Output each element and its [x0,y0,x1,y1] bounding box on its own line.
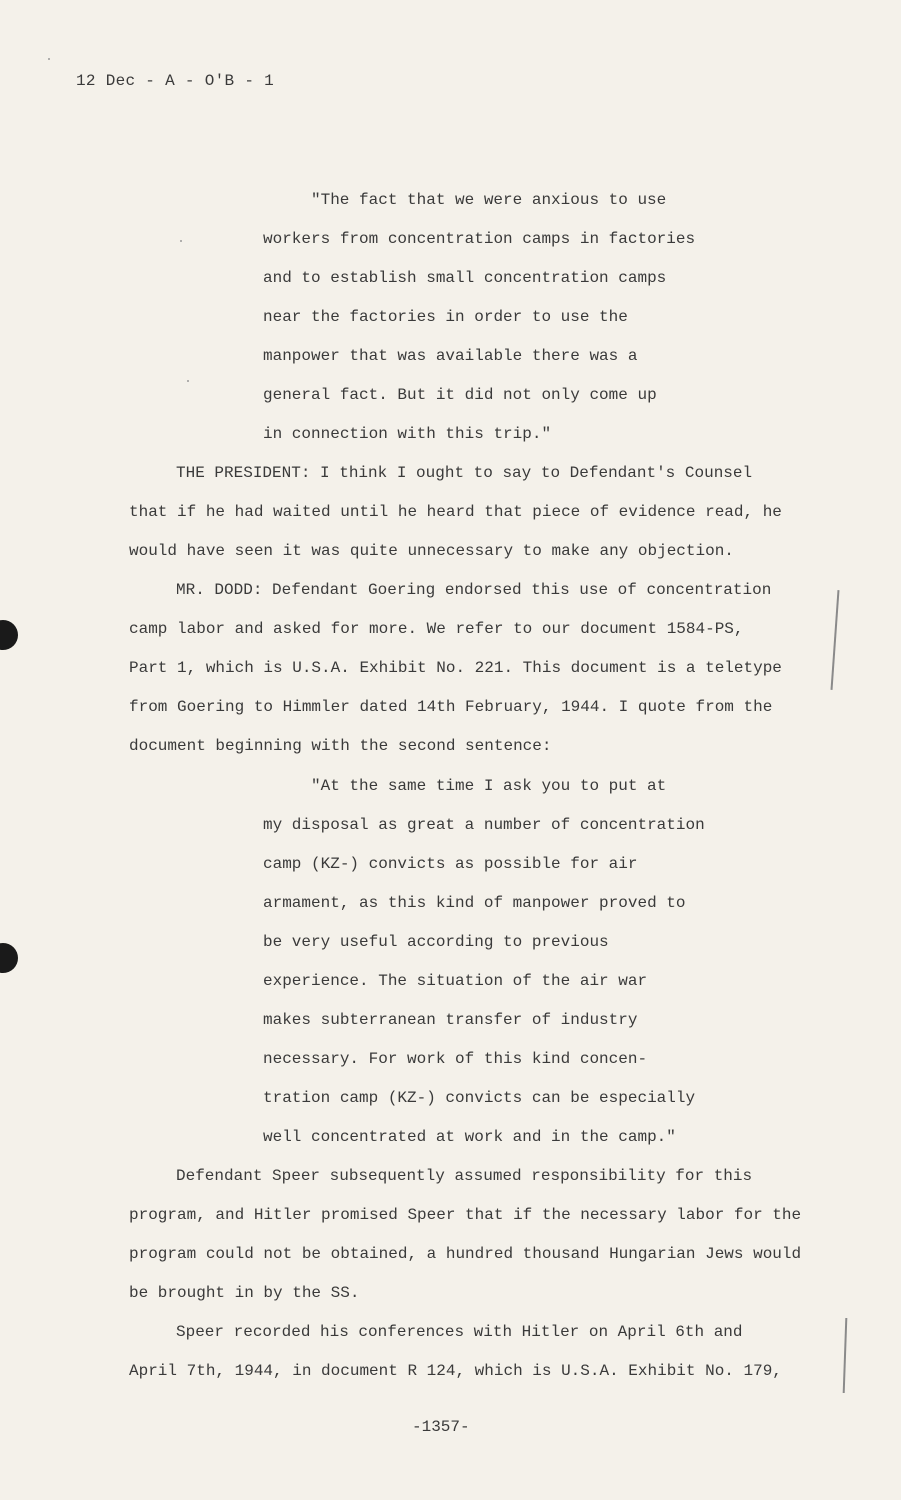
text-line: MR. DODD: Defendant Goering endorsed this use of concentration [176,581,772,599]
text-line: in connection with this trip." [263,425,552,443]
text-line: experience. The situation of the air war [263,972,648,990]
text-line: armament, as this kind of manpower proved to [263,894,686,912]
text-line: "At the same time I ask you to put at [311,777,667,795]
text-line: from Goering to Himmler dated 14th February, 1944. I quote from the [129,698,773,716]
speck [187,380,189,382]
margin-mark [831,590,840,690]
document-reference: 12 Dec - A - O'B - 1 [76,72,275,90]
text-line: program, and Hitler promised Speer that if the necessary labor for the [129,1206,802,1224]
text-line: be brought in by the SS. [129,1284,360,1302]
text-line: Part 1, which is U.S.A. Exhibit No. 221. This document is a teletype [129,659,782,677]
text-line: general fact. But it did not only come up [263,386,657,404]
text-line: tration camp (KZ-) convicts can be especially [263,1089,696,1107]
text-line: would have seen it was quite unnecessary to make any objection. [129,542,734,560]
text-line: Defendant Speer subsequently assumed responsibility for this [176,1167,753,1185]
text-line: Speer recorded his conferences with Hitler on April 6th and [176,1323,743,1341]
text-line: be very useful according to previous [263,933,609,951]
text-line: "The fact that we were anxious to use [311,191,667,209]
text-line: document beginning with the second sentence: [129,737,552,755]
text-line: camp labor and asked for more. We refer to our document 1584-PS, [129,620,744,638]
punch-hole [0,943,18,973]
page-number: -1357- [412,1418,470,1436]
text-line: near the factories in order to use the [263,308,628,326]
text-line: April 7th, 1944, in document R 124, which is U.S.A. Exhibit No. 179, [129,1362,782,1380]
text-line: THE PRESIDENT: I think I ought to say to Defendant's Counsel [176,464,753,482]
text-line: program could not be obtained, a hundred thousand Hungarian Jews would [129,1245,802,1263]
margin-mark [843,1318,848,1393]
text-line: well concentrated at work and in the camp." [263,1128,676,1146]
text-line: camp (KZ-) convicts as possible for air [263,855,638,873]
punch-hole [0,620,18,650]
speck [180,240,182,242]
text-line: that if he had waited until he heard that piece of evidence read, he [129,503,782,521]
speck [48,58,50,60]
text-line: workers from concentration camps in factories [263,230,696,248]
text-line: and to establish small concentration camps [263,269,667,287]
text-line: makes subterranean transfer of industry [263,1011,638,1029]
text-line: necessary. For work of this kind concen- [263,1050,648,1068]
text-line: my disposal as great a number of concentration [263,816,705,834]
text-line: manpower that was available there was a [263,347,638,365]
